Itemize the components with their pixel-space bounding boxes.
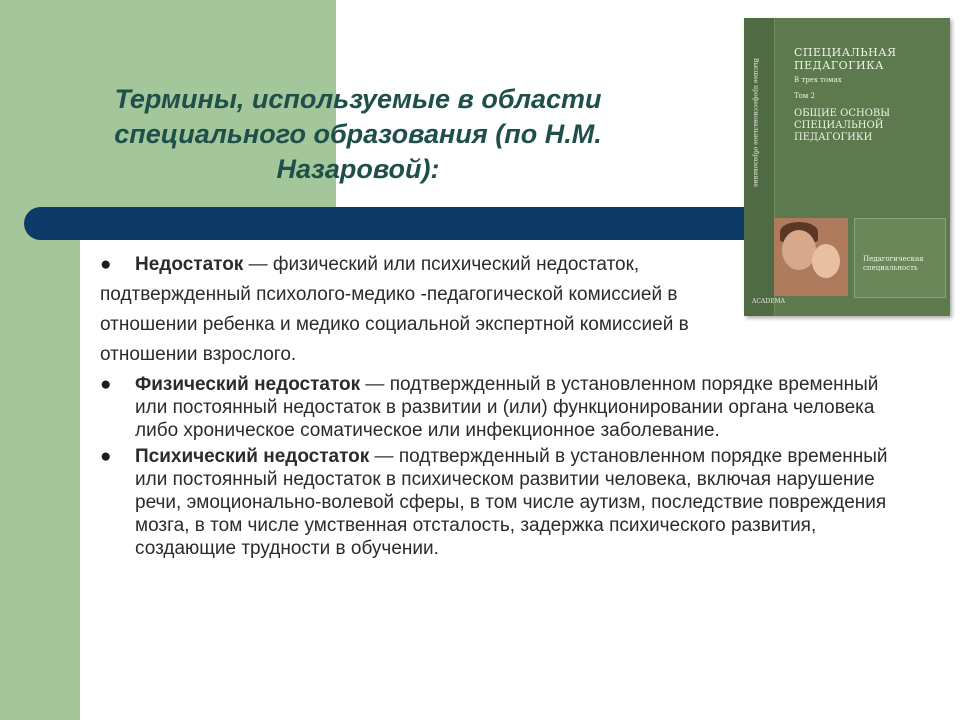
term-definition: — подтвержденный в установленном порядке временный или постоянный недостаток в психическом развитии человека, включая нарушение речи, эмоционально-волевой сферы, в том числе аутизм, последствие повреждения мозга, в том числе умственная отсталость, задержка психического развития, создающие трудности в обучении.: [135, 446, 888, 559]
term-name: Физический недостаток: [135, 374, 361, 395]
book-publisher: ACADEMA: [752, 298, 785, 305]
term-definition: — подтвержденный в установленном порядке временный или постоянный недостаток в развитии и (или) функционировании органа человека либо хроническое соматическое или инфекционное заболевание.: [135, 374, 879, 441]
book-title: СПЕЦИАЛЬНАЯ ПЕДАГОГИКА: [794, 46, 897, 72]
navy-divider-band: [24, 207, 784, 240]
term-name: Недостаток: [135, 254, 244, 275]
book-spine-text: Высшее профессиональное образование: [752, 58, 759, 187]
terms-list: [100, 250, 900, 560]
slide-title: Термины, используемые в области специального образования (по Н.М. Назаровой):: [114, 84, 602, 184]
bullet-icon: ●: [100, 374, 112, 395]
book-subtitle: ОБЩИЕ ОСНОВЫ СПЕЦИАЛЬНОЙ ПЕДАГОГИКИ: [794, 108, 891, 143]
term-definition: — физический или психический недостаток, подтвержденный психолого-медико -педагогической комиссией в отношении ребенка и медико социальной экспертной комиссией в отношении взрослого.: [100, 254, 689, 365]
bullet-icon: ●: [100, 254, 112, 275]
book-volume: Том 2: [794, 92, 816, 100]
term-name: Психический недостаток: [135, 446, 370, 467]
list-item: [100, 250, 900, 370]
bullet-icon: ●: [100, 446, 112, 467]
list-item: [100, 373, 900, 442]
list-item: [100, 445, 900, 560]
book-volumes: В трех томах: [794, 76, 842, 84]
book-inset-text: Педагогическая специальность: [863, 255, 924, 272]
